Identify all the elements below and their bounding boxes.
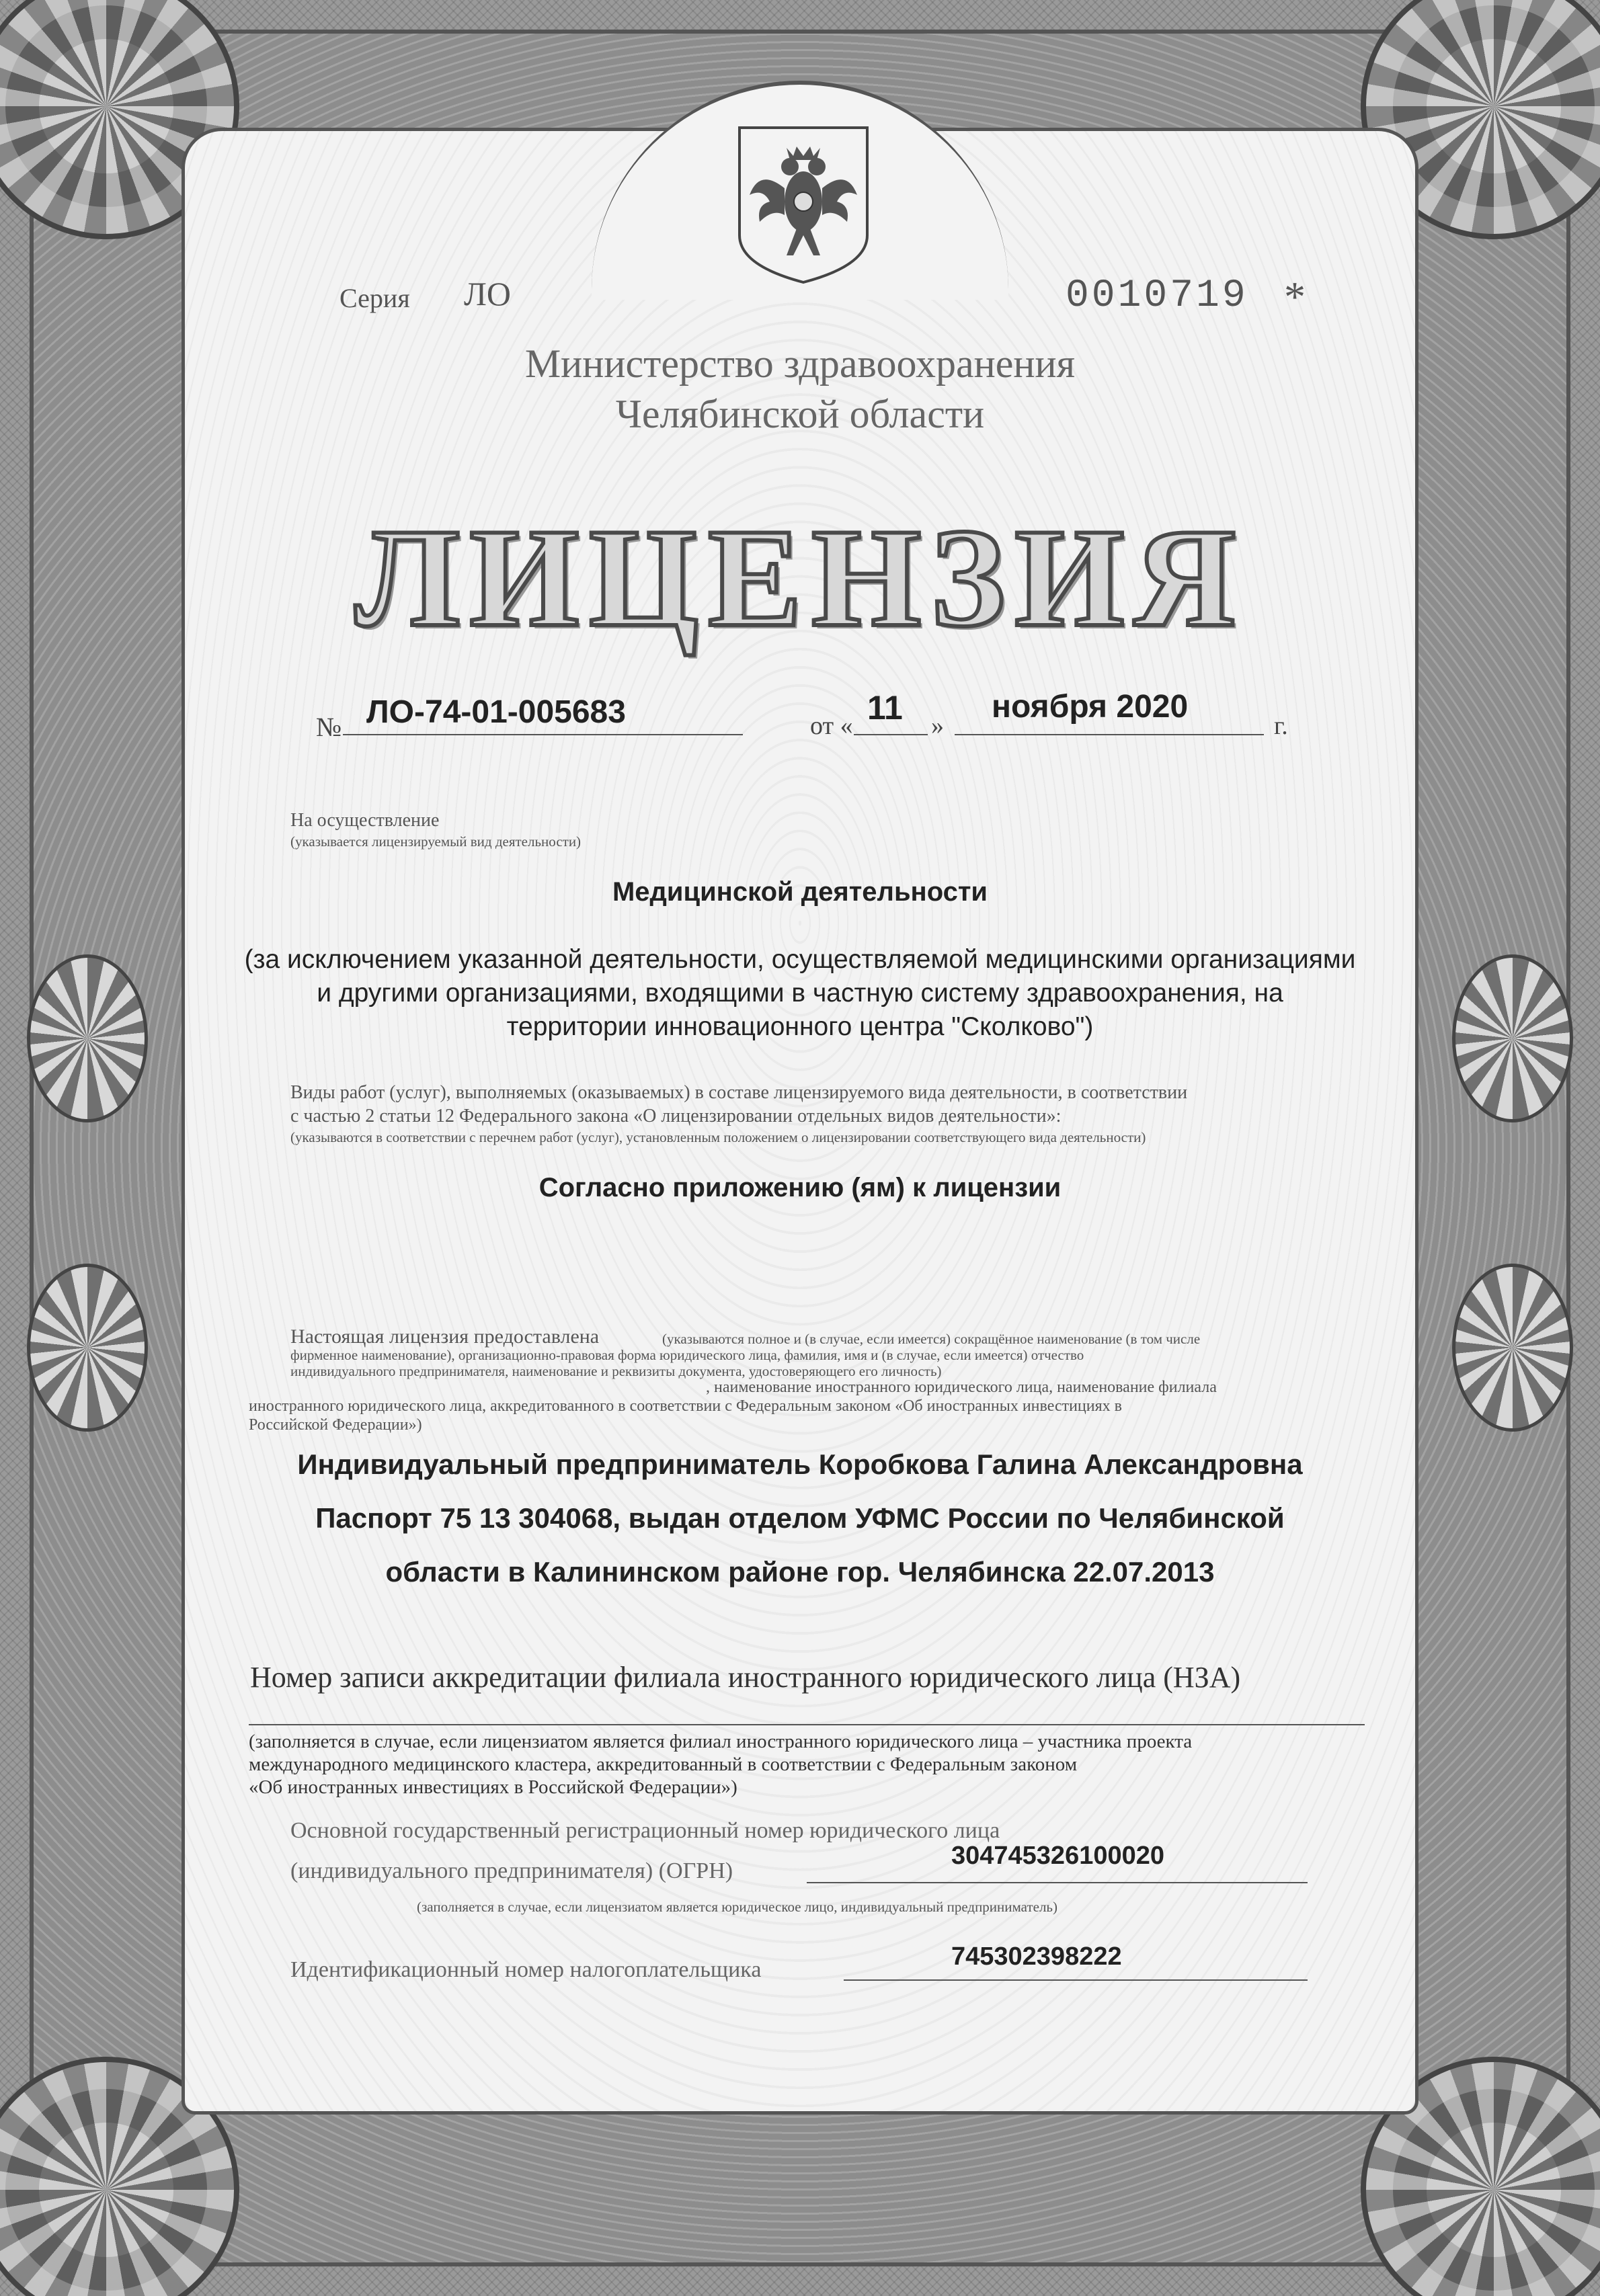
side-rosette	[1452, 954, 1573, 1122]
ministry-name-line2: Челябинской области	[615, 392, 985, 436]
grantee-passport: Паспорт 75 13 304068, выдан отделом УФМС России по Челябинской	[315, 1502, 1285, 1534]
grantee-hint-line2: фирменное наименование), организационно-правовая форма юридического лица, фамилия, имя и (в случае, если имеется) отчество	[290, 1347, 1084, 1363]
year-suffix: г.	[1274, 712, 1288, 740]
number-label: №	[316, 712, 342, 742]
grantee-hint-line5: иностранного юридического лица, аккредитованного в соответствии с Федеральным законом «Об иностранных инвестициях в	[249, 1397, 1122, 1415]
underline	[854, 734, 928, 735]
grantee-hint-line4: , наименование иностранного юридического лица, наименование филиала	[706, 1379, 1217, 1396]
works-label-line2: с частью 2 статьи 12 Федерального закона «О лицензировании отдельных видов деятельности»:	[290, 1106, 1062, 1126]
inn-underline	[844, 1979, 1308, 1981]
ogrn-value: 304745326100020	[951, 1842, 1165, 1870]
underline	[343, 734, 743, 735]
ogrn-label-line1: Основной государственный регистрационный номер юридического лица	[290, 1818, 1000, 1843]
license-day: 11	[867, 689, 903, 727]
nza-hint-line2: международного медицинского кластера, аккредитованный в соответствии с Федеральным законом	[249, 1754, 1078, 1775]
grantee-hint-line3: индивидуального предпринимателя, наименование и реквизиты документа, удостоверяющего его личность)	[290, 1363, 942, 1379]
grantee-name: Индивидуальный предприниматель Коробкова Галина Александровна	[297, 1448, 1303, 1480]
nza-label: Номер записи аккредитации филиала иностранного юридического лица (НЗА)	[250, 1661, 1241, 1694]
ogrn-hint: (заполняется в случае, если лицензиатом является юридическое лицо, индивидуальный предприниматель)	[417, 1899, 1057, 1915]
license-month-year: ноября 2020	[992, 689, 1189, 725]
underline	[955, 734, 1264, 735]
inn-value: 745302398222	[951, 1942, 1122, 1971]
date-from-label: от «	[810, 712, 853, 740]
document-title: ЛИЦЕНЗИЯ	[354, 500, 1246, 656]
side-rosette	[27, 1264, 148, 1432]
nza-hint-line3: «Об иностранных инвестициях в Российской Федерации»)	[249, 1776, 737, 1798]
license-number: ЛО-74-01-005683	[366, 694, 626, 730]
grantee-hint-line6: Российской Федерации»)	[249, 1416, 422, 1434]
grantee-label: Настоящая лицензия предоставлена	[290, 1325, 600, 1348]
activity-label: На осуществление	[290, 810, 440, 831]
activity-exception-line1: (за исключением указанной деятельности, осуществляемой медицинскими организациями	[244, 945, 1356, 974]
activity-value: Медицинской деятельности	[612, 877, 988, 907]
ogrn-label-line2: (индивидуального предпринимателя) (ОГРН)	[290, 1858, 733, 1883]
activity-hint: (указывается лицензируемый вид деятельности)	[290, 833, 582, 850]
nza-hint-line1: (заполняется в случае, если лицензиатом является филиал иностранного юридического лица – участника проекта	[249, 1731, 1193, 1752]
quote-close: »	[931, 712, 944, 740]
side-rosette	[1452, 1264, 1573, 1432]
form-number: 0010719	[1066, 274, 1248, 318]
activity-exception-line3: территории инновационного центра "Сколково")	[506, 1012, 1094, 1041]
grantee-passport-issuer: области в Калининском районе гор. Челябинска 22.07.2013	[385, 1556, 1215, 1588]
grantee-hint-line1: (указываются полное и (в случае, если имеется) сокращённое наименование (в том числе	[662, 1331, 1201, 1347]
side-rosette	[27, 954, 148, 1122]
inn-label: Идентификационный номер налогоплательщика	[290, 1957, 762, 1982]
activity-exception-line2: и другими организациями, входящими в частную систему здравоохранения, на	[317, 979, 1283, 1008]
works-hint: (указываются в соответствии с перечнем работ (услуг), установленным положением о лицензировании соответствующего вида деятельности)	[290, 1129, 1146, 1145]
works-label-line1: Виды работ (услуг), выполняемых (оказываемых) в составе лицензируемого вида деятельности, в соответствии	[290, 1082, 1188, 1103]
coat-of-arms-icon	[733, 121, 874, 289]
series-value: ЛО	[464, 275, 512, 313]
series-label: Серия	[339, 283, 410, 313]
works-value: Согласно приложению (ям) к лицензии	[538, 1173, 1062, 1202]
ogrn-underline	[807, 1882, 1308, 1883]
ministry-name-line1: Министерство здравоохранения	[524, 341, 1076, 386]
nza-underline	[249, 1724, 1365, 1725]
star-mark: *	[1284, 273, 1306, 321]
